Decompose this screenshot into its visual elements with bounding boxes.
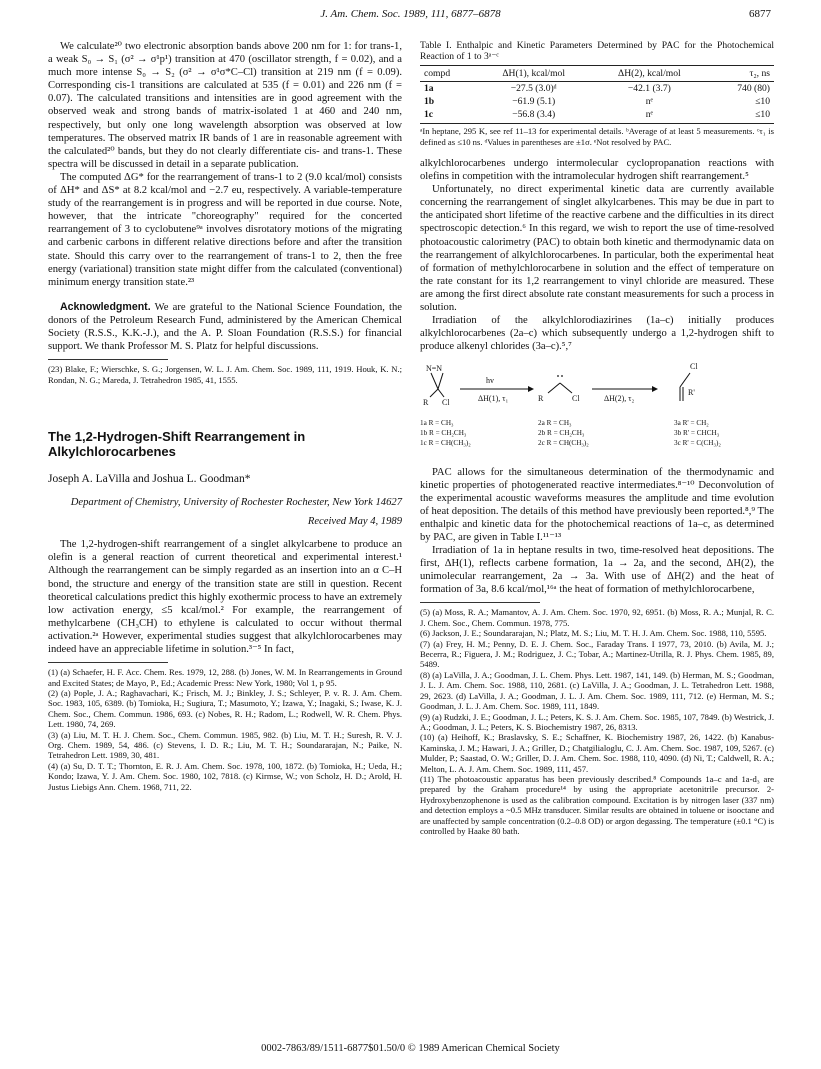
article-references-right [420, 607, 774, 836]
page-footer: 0002-7863/89/1511-6877$01.50/0 © 1989 American Chemical Society [261, 1043, 560, 1054]
diazirine-bond [431, 373, 438, 389]
chlorine-label: Cl [442, 398, 450, 408]
reference-23: (23) Blake, F.; Wierschke, S. G.; Jorgensen, W. L. J. Am. Chem. Soc. 1989, 111, 1919. Houk, K. N.; Rondan, N. G.; Mareda, J. Tetrahedron 1985, 41, 1555. [48, 364, 402, 385]
running-header [0, 8, 821, 22]
r-group-label: R [423, 398, 429, 408]
compound-label: 3b R' = CHCH₃ [674, 429, 720, 438]
compound-label: 2a R = CH₃ [538, 419, 572, 428]
column-header: compd [420, 65, 476, 81]
compound-label: 2b R = CH₂CH₃ [538, 429, 585, 438]
reference-9: (9) (a) Rudzki, J. E.; Goodman, J. L.; Peters, K. S. J. Am. Chem. Soc. 1985, 107, 7849. (b) Westrick, J. A.; Goodman, J. L.; Peters, K. S. Biochemistry 1987, 26, 8313. [420, 711, 774, 732]
diazirine-bond [438, 373, 443, 389]
alkenyl-bond [680, 373, 690, 387]
reference-10: (10) (a) Heihoff, K.; Braslavsky, S. E.; Schaffner, K. Biochemistry 1987, 26, 1422. (b) Kanabus-Kaminska, J. M.; Hawari, J. A.; Griller, D.; Chatgilialoglu, C. J. Am. Chem. Soc. 1987, 109, 5267. (c) Mulder, P.; Saastad, O. W.; Griller, D. J. Am. Chem. Soc. 1988, 110, 4090. (d) Ni, T.; Caldwell, R. A.; Melton, L. A. J. Am. Chem. Soc. 1989, 111, 457. [420, 732, 774, 774]
reference-8: (8) (a) LaVilla, J. A.; Goodman, J. L. Chem. Phys. Lett. 1987, 141, 149. (b) Herman, M. S.; Goodman, J. L. J. Am. Chem. Soc. 1988, 110, 2681. (c) LaVilla, J. A.; Goodman, J. L. Tetrahedron Lett. 1988, 29, 2623. (d) LaVilla, J. A.; Goodman, J. L. J. Am. Chem. Soc. 1989, 111, 712. (e) Herman, M. S.; Goodman, J. L. J. Am. Chem. Soc. 1989, 111, 1849. [420, 669, 774, 712]
table-cell: 740 (80) [737, 82, 770, 94]
carbene-bond [548, 383, 560, 393]
arrowhead-icon [652, 386, 658, 392]
compound-label: 1c R = CH(CH₃)₂ [420, 439, 471, 448]
compound-label: 3a R' = CH₂ [674, 419, 709, 428]
table-cell: 1b [424, 96, 435, 107]
table-row [420, 81, 774, 95]
body-paragraph-5: Irradiation of 1a in heptane results in two, time-resolved heat depositions. The first, ΔH(1), reflects carbene formation, 1a → 2a, and the second, ΔH(2), the unimolecular rearrangement, 2a → 3a. With use of ΔH(2) and the heat of formation of 3a, 8.6 kcal/mol,¹⁶ᵃ the heat of formation of methylchlorocarbene, [420, 545, 774, 596]
reference-4: (4) (a) Su, D. T. T.; Thornton, E. R. J. Am. Chem. Soc. 1978, 100, 1872. (b) Tomioka, H.; Ueda, H.; Kondo; Izawa, Y. J. Am. Chem. Soc. 1980, 102, 7818. (c) Kirmse, W.; von Scholz, H. D.; Arold, H. Justus Liebigs Ann. Chem. 1968, 711, 22. [48, 760, 402, 792]
table-cell: −56.8 (3.4) [476, 108, 592, 124]
article-references-left [48, 667, 402, 792]
body-paragraph-2: Unfortunately, no direct experimental kinetic data are currently available concerning the rearrangement of singlet alkylcarbenes. This may be due in part to the anticipated short lifetime of the reactive carbene and the difficulties in its direct spectroscopic detection.⁶ In this regard, we wish to report the use of time-resolved photoacoustic calorimetry (PAC) to obtain both kinetic and thermodynamic data on the rearrangement of alkylchlorocarbenes. In particular, both the experimental heat of formation of methylchlorocarbene in solution and the effect of temperature on the rate constant for its 1,2 rearrangement to vinyl chloride are measured. These are among the first direct absolute rate constant measurements for such a process in solution. [420, 184, 774, 314]
table-cell: nᵉ [645, 96, 653, 107]
compound-label: 1a R = CH₃ [420, 419, 454, 428]
compound-label: 2c R = CH(CH₃)₂ [538, 439, 589, 448]
diazirine-bond [438, 389, 444, 397]
table-cell: 1c [420, 108, 476, 124]
reference-2: (2) (a) Pople, J. A.; Raghavachari, K.; Frisch, M. J.; Binkley, J. S.; Schleyer, P. v. R. J. Am. Chem. Soc. 1983, 105, 6389. (b) Tomioka, H.; Sugiura, T.; Masumoto, Y.; Izawa, Y.; Inagaki, S.; Iwase, K. J. Chem. Soc., Chem. Commun. 1986, 693. (c) Nobes, R. H.; Radom, L.; Rodwell, W. R. Chem. Phys. Lett. 1980, 74, 269. [48, 687, 402, 730]
lone-pair-dot [561, 376, 563, 378]
prev-article-references [48, 364, 402, 385]
table-cell: ≤10 [707, 108, 774, 124]
left-column [48, 40, 402, 792]
body-paragraph-3: Irradiation of the alkylchlorodiazirines (1a–c) initially produces alkylchlorocarbenes (2a–c) which subsequently undergo a 1,2-hydrogen shift to produce alkenyl chlorides (3a–c).⁵,⁷ [420, 315, 774, 353]
table-cell: 1a [424, 82, 434, 94]
arrowhead-icon [528, 386, 534, 392]
reaction-scheme [420, 359, 774, 461]
acknowledgment-label: Acknowledgment. [60, 300, 151, 313]
column-header: τ₂, ns [707, 65, 774, 81]
diazirine-bond [430, 389, 438, 397]
chlorine-label: Cl [690, 362, 698, 372]
table-cell: ≤10 [755, 96, 770, 107]
right-column [420, 40, 774, 836]
chlorine-label: Cl [572, 394, 580, 404]
reference-3: (3) (a) Liu, M. T. H. J. Chem. Soc., Chem. Commun. 1985, 982. (b) Liu, M. T. H.; Suresh, R. V. J. Org. Chem. 1989, 54, 486. (c) Stevens, I. D. R.; Liu, M. T. H.; Soundararajan, N.; Paike, N. Tetrahedron Lett. 1989, 30, 481. [48, 729, 402, 761]
table-row [420, 108, 774, 124]
reference-1: (1) (a) Schaefer, H. F. Acc. Chem. Res. 1979, 12, 288. (b) Jones, W. M. In Rearrangements in Ground and Excited States; de Mayo, P., Ed.; Academic Press: New York, 1980; Vol 1, p 95. [48, 667, 402, 688]
r-group-label: R [538, 394, 544, 404]
prev-article-paragraph-1: We calculate²⁰ two electronic absorption bands above 200 nm for 1: for trans-1, a weak S₀ → S₁ (σ² → σ¹p¹) transition at 470 (oscillator strength, f = 0.02), and a much more intense S₀ → S₂ (σ² → σ¹σ*C–Cl) transition at 219 nm (f = 0.09). Corresponding cis-1 transitions are calculated at 535 (f = 0.01) and 226 nm (f = 0.07). The calculated transitions and intensities are in good agreement with the observed weak and strong bands of matrix-isolated 1 at 460 and 240 nm, respectively, but only one long wavelength absorption was observed at low temperatures. The observed matrix IR bands of 1 are in reasonable agreement with the calculated²⁰ bands, but they do not clearly differentiate cis- and trans-1. These spectra will be discussed in detail in a separate publication. [48, 41, 402, 170]
article-body-intro: The 1,2-hydrogen-shift rearrangement of a singlet alkylcarbene to produce an olefin is a general reaction of current theoretical and experimental interest.¹ Although the rearrangement can be simply regarded as an insertion into an α C–H bond, the structure and energy of the transition state are still in question. Recent theoretical calculations predict this highly exothermic process to have an extremely low activation energy, ≤5 kcal/mol.² For example, the rearrangement of methylcarbene (CH₃CH) to ethylene is calculated to occur without thermal activation.²ᵃ However, experimental studies suggest that alkylchlorocarbenes may indeed have an appreciable lifetime in solution.³⁻⁵ In fact, [48, 539, 402, 655]
table-cell: nᵉ [592, 108, 708, 124]
table-caption: Table I. Enthalpic and Kinetic Parameters Determined by PAC for the Photochemical Reaction of 1 to 3ᵃ⁻ᶜ [420, 40, 774, 63]
compound-label: 1b R = CH₂CH₃ [420, 429, 467, 438]
column-header: ΔH(2), kcal/mol [592, 65, 708, 81]
table-header-row [420, 65, 774, 81]
arrow-1-label: ΔH(1), τ₁ [478, 394, 509, 404]
table-cell: −27.5 (3.0)ᵈ [510, 82, 557, 94]
lone-pair-dot [557, 376, 559, 378]
journal-citation: J. Am. Chem. Soc. 1989, 111, 6877–6878 [320, 8, 501, 20]
reference-7: (7) (a) Frey, H. M.; Penny, D. E. J. Chem. Soc., Faraday Trans. I 1977, 73, 2010. (b) Avila, M. J.; Becerra, R.; Figuera, J. M.; Rodriguez, J. C.; Tobar, A.; Martinez-Utrilla, R. J. Phys. Chem. 1985, 89, 5489. [420, 638, 774, 670]
arrow-2-label: ΔH(2), τ₂ [604, 394, 635, 404]
r-prime-label: R' [688, 388, 695, 398]
table-footnotes: ᵃIn heptane, 295 K, see ref 11–13 for experimental details. ᵇAverage of at least 5 measurements. ᶜτ₁ is defined as ≤10 ns. ᵈValues in parentheses are ±1σ. ᵉNot resolved by PAC. [420, 126, 774, 147]
table-cell: −61.9 (5.1) [512, 96, 556, 107]
article-authors: Joseph A. LaVilla and Joshua L. Goodman* [48, 472, 251, 485]
footnote-rule [48, 662, 168, 663]
acknowledgment-text: We are grateful to the National Science Foundation, the donors of the Petroleum Research Fund, administered by the American Chemical Society (R.S.S., K.K.-J.), and the A. P. Sloan Foundation (R.S.S.) for financial support. We thank Professor M. S. Platz for helpful discussions. [48, 301, 402, 353]
table-row [420, 95, 774, 108]
column-header: ΔH(1), kcal/mol [476, 65, 592, 81]
prev-article-paragraph-2: The computed ΔG* for the rearrangement of trans-1 to 2 (9.0 kcal/mol) consists of ΔH* and ΔS* at 8.2 kcal/mol and −2.7 eu, respectively. A variable-temperature study of the rearrangement is in progress and will be reported in due course. Note, however, that the intricate "choreography" required for the concerted rearrangement of 3 to cyclobutene⁹ᵃ involves disrotatory motions of the migrating and carbenic carbons in different relative directions before and after the transition state. Should this carry over to the rearrangement of trans-1 to 2, then the free energy (variational) transition state might differ from the calculated (conventional) minimum energy transition state.²³ [48, 171, 402, 288]
reference-6: (6) Jackson, J. E.; Soundararajan, N.; Platz, M. S.; Liu, M. T. H. J. Am. Chem. Soc. 1988, 110, 5595. [420, 628, 767, 639]
article-title: The 1,2-Hydrogen-Shift Rearrangement in Alkylchlorocarbenes [48, 428, 306, 459]
body-paragraph-1: alkylchlorocarbenes undergo intermolecular cyclopropanation reactions with olefins in competition with the intramolecular hydrogen shift rearrangement.⁵ [420, 158, 774, 183]
compound-label: 3c R' = C(CH₃)₂ [674, 439, 721, 448]
footnote-rule [420, 602, 540, 603]
hv-label: hv [486, 376, 494, 386]
received-date: Received May 4, 1989 [307, 516, 402, 528]
reference-11: (11) The photoacoustic apparatus has been previously described.⁸ Compounds 1a–c and 1a-d₃ are prepared by the Graham procedure¹⁴ by using the appropriate acetonitrile precursor. 2-Hydroxybenzophenone is used as the calibration compound. Excitation is by nitrogen laser (337 nm) and detection employs a ~0.5 MHz transducer. Similar results are obtained in toluene or isooctane and are unaffected by sample concentration (0.2–0.8 OD) or argon degassing. The temperature (±0.1 °C) is controlled by Haake 80 bath. [420, 773, 774, 836]
diazirine-label: N=N [426, 364, 443, 374]
article-affiliation: Department of Chemistry, University of Rochester Rochester, New York 14627 [70, 497, 402, 509]
table-cell: −42.1 (3.7) [627, 82, 671, 94]
carbene-bond [560, 383, 572, 393]
reaction-scheme-drawing [420, 359, 774, 457]
acknowledgment [48, 301, 402, 353]
pac-parameters-table [420, 65, 774, 124]
reference-5: (5) (a) Moss, R. A.; Mamantov, A. J. Am. Chem. Soc. 1970, 92, 6951. (b) Moss, R. A.; Munjal, R. C. J. Chem. Soc., Chem. Commun. 1978, 775. [420, 607, 774, 628]
footnote-rule [48, 359, 168, 360]
page-number: 6877 [749, 8, 771, 20]
body-paragraph-4: PAC allows for the simultaneous determination of the thermodynamic and kinetic properties of photogenerated reactive intermediates.⁸⁻¹⁰ Deconvolution of the experimental acoustic waveforms measures the amplitude and time evolution of heat deposition. The details of this method have previously been reported.⁸,⁹ The enthalpic and kinetic data for the photochemical reactions of 1a–c, as determined by PAC, are given in Table I.¹¹⁻¹³ [420, 466, 774, 543]
